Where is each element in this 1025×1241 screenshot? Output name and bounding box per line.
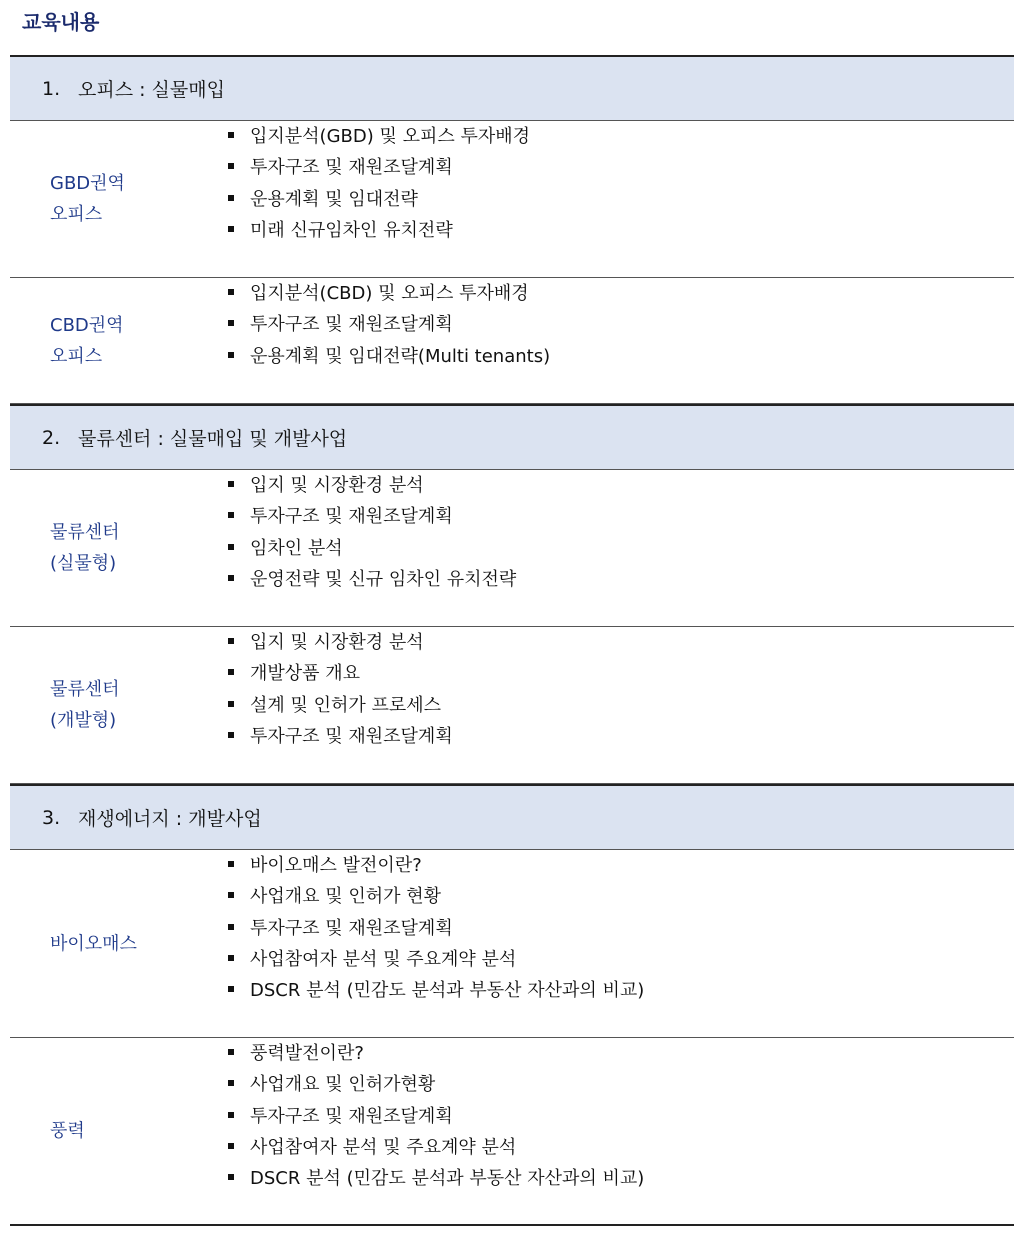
square-bullet-icon bbox=[228, 481, 234, 487]
list-item bbox=[228, 881, 644, 912]
square-bullet-icon bbox=[228, 320, 234, 326]
row-label-line: 바이오매스 bbox=[50, 933, 137, 954]
row-label-line: 물류센터 bbox=[50, 679, 120, 700]
list-item-text: 사업참여자 분석 및 주요계약 분석 bbox=[250, 948, 517, 970]
square-bullet-icon bbox=[228, 195, 234, 201]
list-item bbox=[228, 1038, 644, 1069]
list-item-text: 입지분석(GBD) 및 오피스 투자배경 bbox=[250, 126, 531, 147]
square-bullet-icon bbox=[228, 1112, 234, 1118]
list-item bbox=[228, 850, 644, 881]
list-item bbox=[228, 1069, 644, 1100]
row-label bbox=[50, 674, 120, 736]
row-label bbox=[50, 517, 120, 579]
list-item-text: 미래 신규임차인 유치전략 bbox=[250, 219, 453, 241]
row-biomass bbox=[10, 850, 1014, 1038]
row-label bbox=[50, 1116, 85, 1147]
list-item-text: 입지 및 시장환경 분석 bbox=[250, 475, 424, 496]
list-item bbox=[228, 913, 644, 944]
page-title: 교육내용 bbox=[22, 10, 100, 34]
list-item bbox=[228, 721, 453, 752]
square-bullet-icon bbox=[228, 892, 234, 898]
square-bullet-icon bbox=[228, 701, 234, 707]
row-gbd-office bbox=[10, 121, 1014, 278]
list-item bbox=[228, 533, 516, 564]
square-bullet-icon bbox=[228, 669, 234, 675]
list-item-text: 사업개요 및 인허가 현황 bbox=[250, 886, 442, 908]
square-bullet-icon bbox=[228, 544, 234, 550]
item-list bbox=[228, 627, 453, 752]
list-item-text: 운용계획 및 임대전략(Multi tenants) bbox=[250, 345, 551, 367]
square-bullet-icon bbox=[228, 226, 234, 232]
section-header-logistics bbox=[10, 404, 1014, 470]
row-label bbox=[50, 928, 137, 959]
list-item-text: 투자구조 및 재원조달계획 bbox=[250, 314, 453, 336]
list-item bbox=[228, 975, 644, 1006]
section-header-office bbox=[10, 55, 1014, 121]
list-item bbox=[228, 944, 644, 975]
square-bullet-icon bbox=[228, 955, 234, 961]
list-item-text: 사업참여자 분석 및 주요계약 분석 bbox=[250, 1136, 517, 1158]
row-label-line: 풍력 bbox=[50, 1120, 85, 1142]
section-number: 1. bbox=[42, 77, 61, 100]
row-label-line: 물류센터 bbox=[50, 522, 120, 543]
list-item bbox=[228, 152, 530, 183]
square-bullet-icon bbox=[228, 1143, 234, 1149]
list-item bbox=[228, 1132, 644, 1163]
row-cbd-office bbox=[10, 278, 1014, 404]
square-bullet-icon bbox=[228, 1174, 234, 1180]
list-item-text: 설계 및 인허가 프로세스 bbox=[250, 694, 442, 716]
list-item-text: 풍력발전이란? bbox=[250, 1043, 364, 1064]
row-wind bbox=[10, 1038, 1014, 1226]
item-list bbox=[228, 470, 516, 595]
square-bullet-icon bbox=[228, 132, 234, 138]
list-item bbox=[228, 184, 530, 215]
square-bullet-icon bbox=[228, 732, 234, 738]
square-bullet-icon bbox=[228, 1080, 234, 1086]
square-bullet-icon bbox=[228, 575, 234, 581]
square-bullet-icon bbox=[228, 638, 234, 644]
list-item bbox=[228, 627, 453, 658]
square-bullet-icon bbox=[228, 352, 234, 358]
list-item bbox=[228, 341, 550, 372]
row-label-line: 오피스 bbox=[50, 204, 103, 225]
item-list bbox=[228, 278, 550, 372]
list-item bbox=[228, 470, 516, 501]
list-item-text: 투자구조 및 재원조달계획 bbox=[250, 506, 453, 528]
section-header-renewable bbox=[10, 784, 1014, 850]
list-item-text: 바이오매스 발전이란? bbox=[250, 855, 422, 876]
list-item bbox=[228, 1163, 644, 1194]
list-item-text: 임차인 분석 bbox=[250, 537, 343, 559]
row-label bbox=[50, 168, 125, 230]
list-item-text: DSCR 분석 (민감도 분석과 부동산 자산과의 비교) bbox=[250, 1168, 645, 1190]
item-list bbox=[228, 1038, 644, 1194]
list-item-text: 입지분석(CBD) 및 오피스 투자배경 bbox=[250, 283, 529, 304]
list-item-text: 입지 및 시장환경 분석 bbox=[250, 632, 424, 653]
square-bullet-icon bbox=[228, 1049, 234, 1055]
list-item-text: 운용계획 및 임대전략 bbox=[250, 188, 418, 210]
row-logistics-development bbox=[10, 627, 1014, 784]
row-label-line: 오피스 bbox=[50, 345, 103, 367]
list-item-text: 투자구조 및 재원조달계획 bbox=[250, 157, 453, 179]
list-item bbox=[228, 1101, 644, 1132]
section-number: 2. bbox=[42, 426, 61, 449]
list-item bbox=[228, 309, 550, 340]
list-item bbox=[228, 501, 516, 532]
square-bullet-icon bbox=[228, 163, 234, 169]
list-item-text: DSCR 분석 (민감도 분석과 부동산 자산과의 비교) bbox=[250, 980, 645, 1002]
list-item bbox=[228, 121, 530, 152]
list-item bbox=[228, 215, 530, 246]
section-title: 재생에너지 : 개발사업 bbox=[78, 808, 262, 830]
list-item-text: 운영전략 및 신규 임차인 유치전략 bbox=[250, 568, 517, 590]
row-label-line: CBD권역 bbox=[50, 314, 124, 336]
list-item bbox=[228, 658, 453, 689]
row-label-line: (실물형) bbox=[50, 553, 117, 574]
square-bullet-icon bbox=[228, 512, 234, 518]
list-item-text: 사업개요 및 인허가현황 bbox=[250, 1074, 436, 1096]
row-label-line: GBD권역 bbox=[50, 173, 125, 194]
list-item-text: 투자구조 및 재원조달계획 bbox=[250, 917, 453, 939]
row-logistics-physical bbox=[10, 470, 1014, 627]
curriculum-table bbox=[10, 55, 1014, 1226]
list-item-text: 투자구조 및 재원조달계획 bbox=[250, 725, 453, 747]
item-list bbox=[228, 850, 644, 1006]
list-item bbox=[228, 278, 550, 309]
square-bullet-icon bbox=[228, 924, 234, 930]
section-number: 3. bbox=[42, 806, 61, 829]
section-title: 물류센터 : 실물매입 및 개발사업 bbox=[78, 428, 348, 450]
square-bullet-icon bbox=[228, 986, 234, 992]
row-label bbox=[50, 310, 124, 372]
item-list bbox=[228, 121, 530, 246]
square-bullet-icon bbox=[228, 861, 234, 867]
list-item bbox=[228, 564, 516, 595]
row-label-line: (개발형) bbox=[50, 710, 117, 731]
list-item bbox=[228, 690, 453, 721]
square-bullet-icon bbox=[228, 289, 234, 295]
list-item-text: 투자구조 및 재원조달계획 bbox=[250, 1105, 453, 1127]
section-title: 오피스 : 실물매입 bbox=[78, 79, 225, 101]
list-item-text: 개발상품 개요 bbox=[250, 663, 361, 685]
